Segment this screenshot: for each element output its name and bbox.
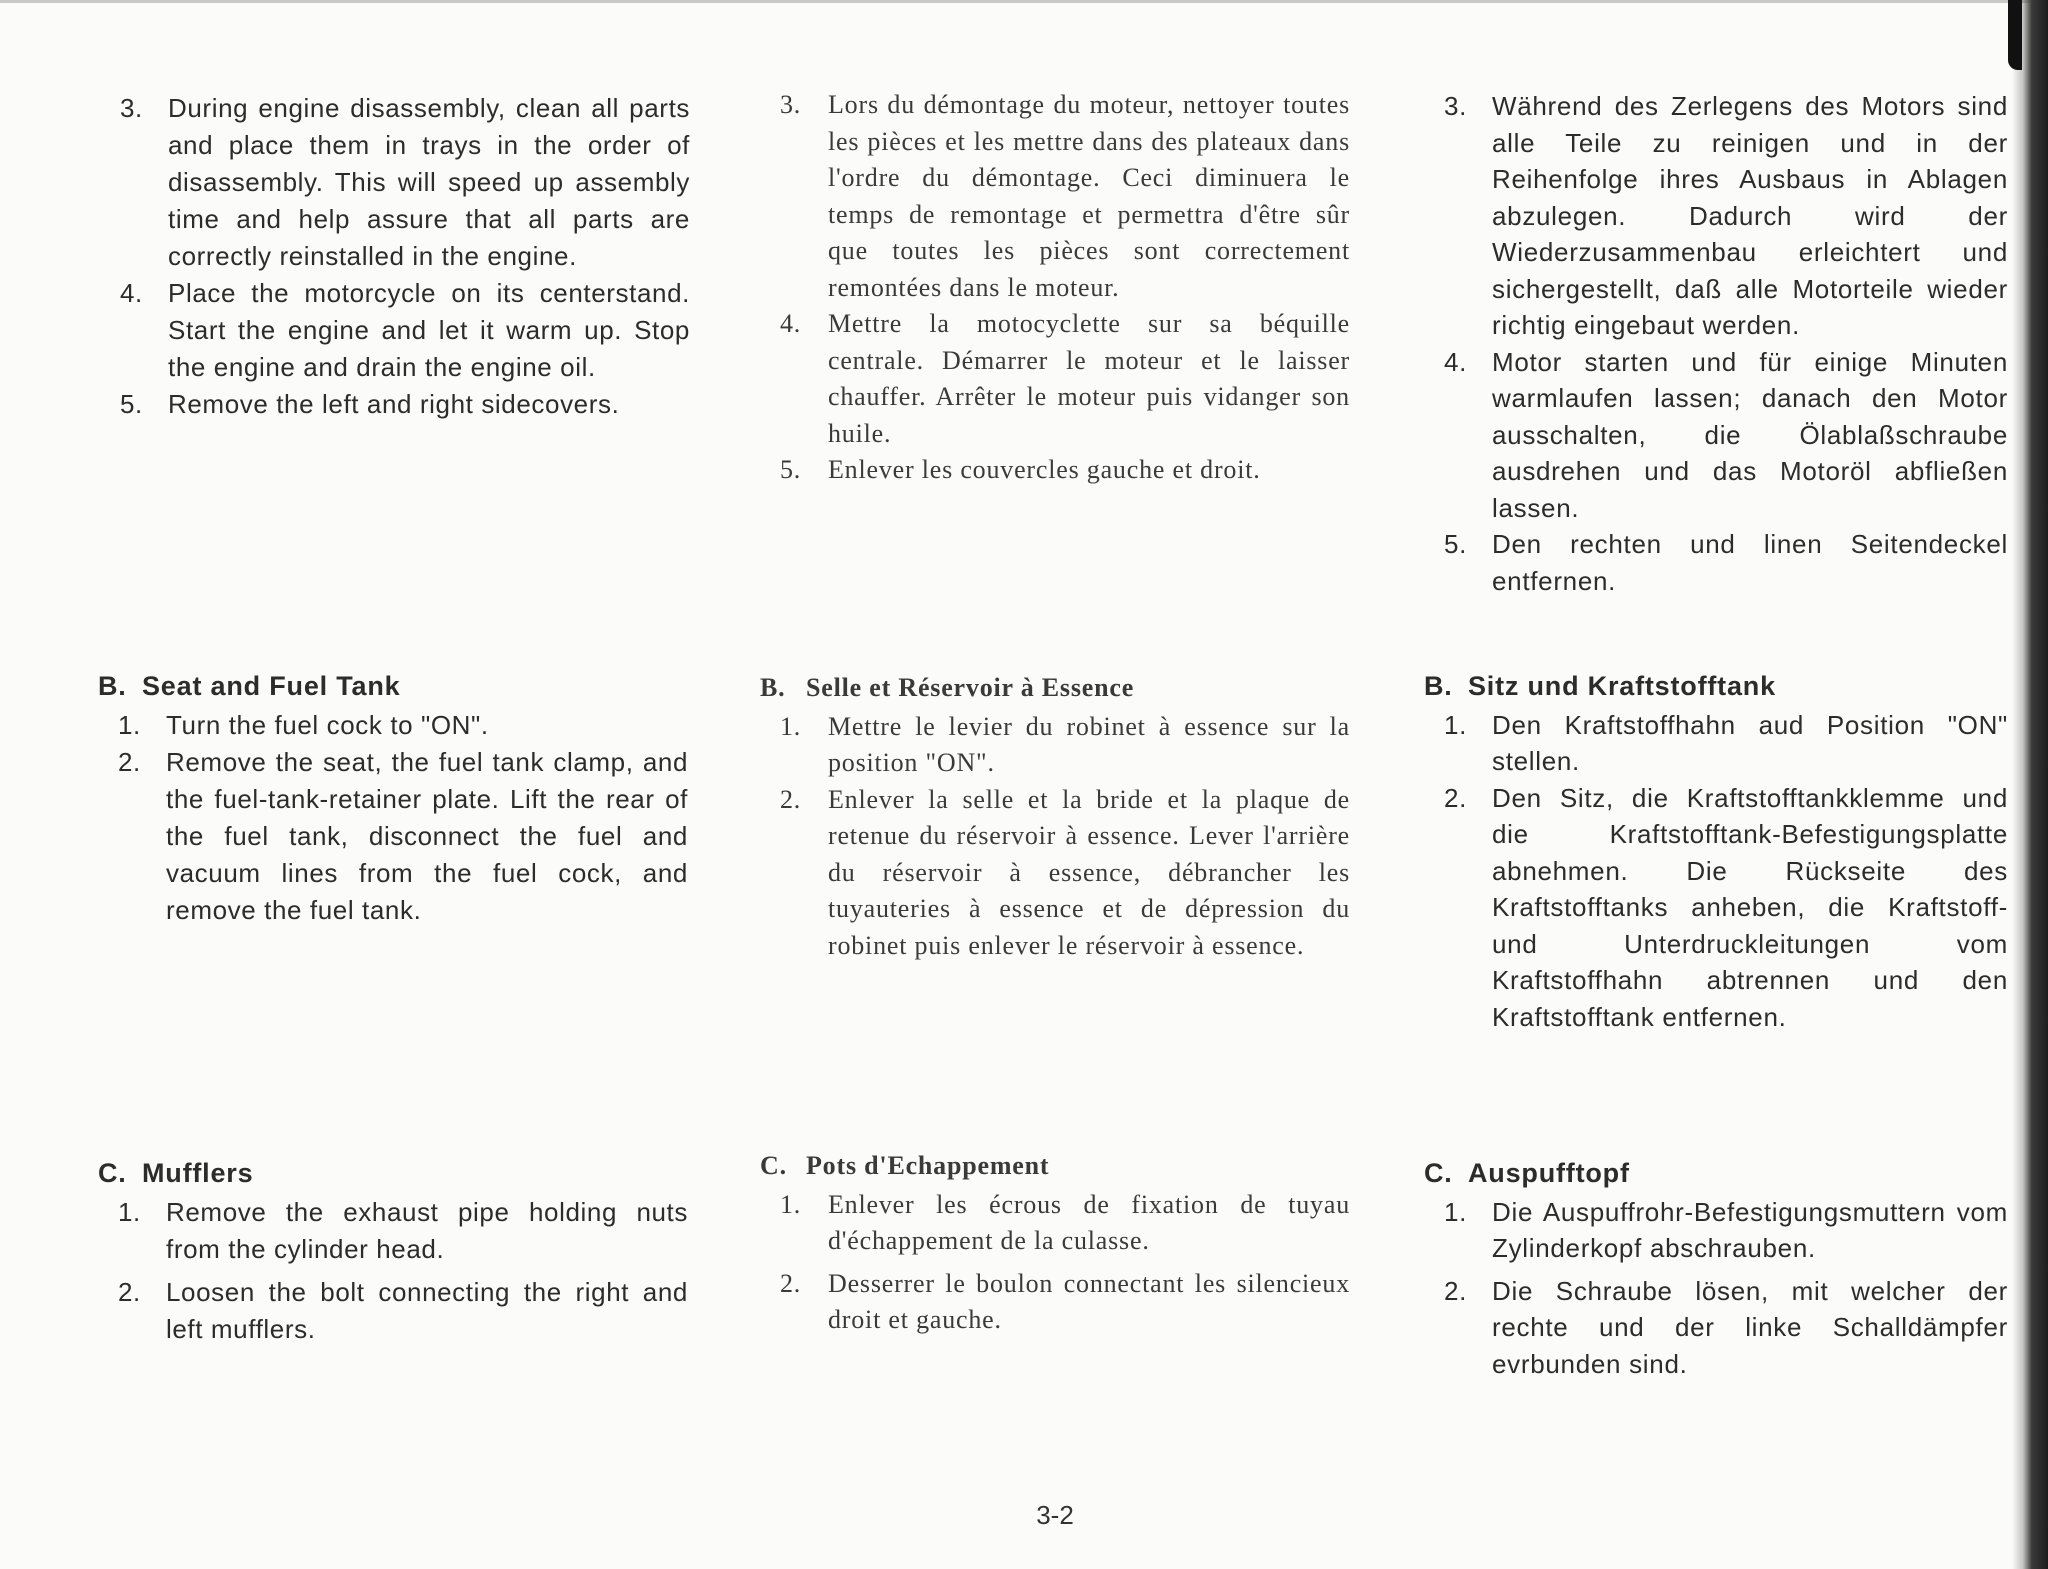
item-number: 2. <box>1444 782 1468 813</box>
item-text: Lors du démontage du moteur, nettoyer toutes les pièces et les mettre dans des plateaux dans l'ordre du démontage. Ceci diminuera le temps de remontage et permettra d'être sûr que toutes les pièces sont correctement remontées dans le moteur. <box>828 90 1350 302</box>
section-heading <box>1424 668 2008 705</box>
section-title: Pots d'Echappement <box>806 1151 1050 1180</box>
item-text: Mettre la motocyclette sur sa béquille centrale. Démarrer le moteur et le laisser chauffer. Arrêter le moteur puis vidanger son huile. <box>828 309 1350 448</box>
item-text: Turn the fuel cock to "ON". <box>166 710 489 740</box>
list-item <box>100 90 690 275</box>
item-text: Mettre le levier du robinet à essence sur la position "ON". <box>828 711 1350 777</box>
list-item <box>98 707 688 744</box>
section-heading <box>98 1155 688 1192</box>
french-section-c <box>760 1148 1350 1339</box>
section-title: Auspufftopf <box>1468 1158 1630 1188</box>
list-item <box>1424 1273 2008 1383</box>
list-item <box>760 1266 1350 1339</box>
item-text: Remove the left and right sidecovers. <box>168 389 620 419</box>
item-number: 4. <box>780 309 802 338</box>
list-item <box>98 1274 688 1348</box>
section-title: Selle et Réservoir à Essence <box>806 673 1135 702</box>
item-text: Remove the exhaust pipe holding nuts from the cylinder head. <box>166 1197 688 1264</box>
item-text: Den Sitz, die Kraftstofftankklemme und die Kraftstofftank-Befestigungsplatte abnehmen. Die Rückseite des Kraftstofftanks anheben, die Kraftstoff- und Unterdruckleitungen vom Kraftstoffhahn abtrennen und den Kraftstofftank entfernen. <box>1492 782 2008 1032</box>
item-number: 3. <box>120 93 143 123</box>
list-item <box>1424 88 2008 344</box>
item-number: 1. <box>118 710 141 740</box>
section-letter: C. <box>1424 1158 1453 1188</box>
item-number: 2. <box>118 747 141 777</box>
item-number: 1. <box>780 711 802 741</box>
item-number: 3. <box>1444 91 1468 121</box>
section-letter: B. <box>760 673 786 702</box>
list-item <box>1424 780 2008 1036</box>
item-number: 5. <box>1444 529 1468 559</box>
list-item <box>100 275 690 386</box>
item-text: During engine disassembly, clean all parts and place them in trays in the order of disassembly. This will speed up assembly time and help assure that all parts are correctly reinstalled in the engine. <box>168 93 690 271</box>
list-item <box>760 1187 1350 1260</box>
item-number: 1. <box>1444 709 1468 740</box>
item-text: Während des Zerlegens des Motors sind alle Teile zu reinigen und in der Reihenfolge ihres Ausbaus in Ablagen abzulegen. Dadurch wird der Wiederzusammenbau erleichtert und sichergestellt, daß alle Motorteile wieder richtig eingebaut werden. <box>1492 91 2008 340</box>
list-item <box>1424 526 2008 599</box>
item-text: Motor starten und für einige Minuten warmlaufen lassen; danach den Motor ausschalten, die Ölablaßschraube ausdrehen und das Motoröl abfließen lassen. <box>1492 346 2008 523</box>
item-text: Die Schraube lösen, mit welcher der rechte und der linke Schalldämpfer evrbunden sind. <box>1492 1275 2008 1379</box>
section-heading <box>760 670 1350 707</box>
list-item <box>1424 344 2008 527</box>
item-number: 1. <box>1444 1196 1468 1227</box>
section-heading <box>1424 1155 2008 1192</box>
list-item <box>1424 1194 2008 1267</box>
german-section-c <box>1424 1155 2008 1382</box>
item-number: 1. <box>118 1197 141 1227</box>
item-text: Remove the seat, the fuel tank clamp, and the fuel-tank-retainer plate. Lift the rear of the fuel tank, disconnect the fuel and vacuum lines from the fuel cock, and remove the fuel tank. <box>166 747 688 925</box>
item-text: Den rechten und linen Seitendeckel entfernen. <box>1492 529 2008 596</box>
item-number: 2. <box>780 784 802 814</box>
list-item <box>760 306 1350 452</box>
french-section-b <box>760 670 1350 964</box>
item-text: Den Kraftstoffhahn aud Position "ON" stellen. <box>1492 709 2008 776</box>
english-section-c <box>98 1155 688 1348</box>
item-number: 3. <box>780 90 802 119</box>
item-text: Die Auspuffrohr-Befestigungsmuttern vom Zylinderkopf abschrauben. <box>1492 1196 2008 1263</box>
item-text: Enlever la selle et la bride et la plaque de retenue du réservoir à essence. Lever l'arrière du réservoir à essence, débrancher les tuyauteries à essence et de dépression du robinet puis enlever le réservoir à essence. <box>828 784 1350 960</box>
english-section-b <box>98 668 688 929</box>
item-number: 5. <box>120 389 143 419</box>
section-heading <box>760 1148 1350 1185</box>
item-number: 4. <box>120 278 143 308</box>
french-intro-list <box>760 87 1350 489</box>
list-item <box>1424 707 2008 780</box>
section-title: Mufflers <box>142 1158 254 1188</box>
section-letter: B. <box>98 671 127 701</box>
german-intro-list <box>1424 88 2008 599</box>
section-title: Sitz und Kraftstofftank <box>1468 671 1776 701</box>
list-item <box>98 744 688 929</box>
page-binding-shadow <box>2012 0 2048 1569</box>
item-text: Enlever les écrous de fixation de tuyau d'échappement de la culasse. <box>828 1189 1350 1255</box>
section-letter: B. <box>1424 671 1453 701</box>
list-item <box>760 87 1350 306</box>
item-number: 5. <box>780 455 802 484</box>
list-item <box>760 452 1350 489</box>
item-number: 1. <box>780 1189 802 1219</box>
item-number: 2. <box>118 1277 141 1307</box>
list-item <box>100 386 690 423</box>
item-number: 2. <box>1444 1275 1468 1306</box>
item-text: Enlever les couvercles gauche et droit. <box>828 455 1261 484</box>
section-heading <box>98 668 688 705</box>
german-section-b <box>1424 668 2008 1035</box>
page-number: 3-2 <box>1036 1500 1074 1530</box>
section-title: Seat and Fuel Tank <box>142 671 401 701</box>
list-item <box>760 709 1350 782</box>
english-intro-list <box>100 90 690 423</box>
page-top-edge <box>0 0 2048 3</box>
item-number: 4. <box>1444 346 1468 377</box>
page-binding-edge <box>2008 0 2022 70</box>
item-text: Loosen the bolt connecting the right and left mufflers. <box>166 1277 688 1344</box>
item-text: Place the motorcycle on its centerstand. Start the engine and let it warm up. Stop the engine and drain the engine oil. <box>168 278 690 382</box>
section-letter: C. <box>98 1158 127 1188</box>
section-letter: C. <box>760 1151 787 1180</box>
item-text: Desserrer le boulon connectant les silencieux droit et gauche. <box>828 1268 1350 1334</box>
list-item <box>760 782 1350 965</box>
list-item <box>98 1194 688 1268</box>
item-number: 2. <box>780 1268 802 1298</box>
